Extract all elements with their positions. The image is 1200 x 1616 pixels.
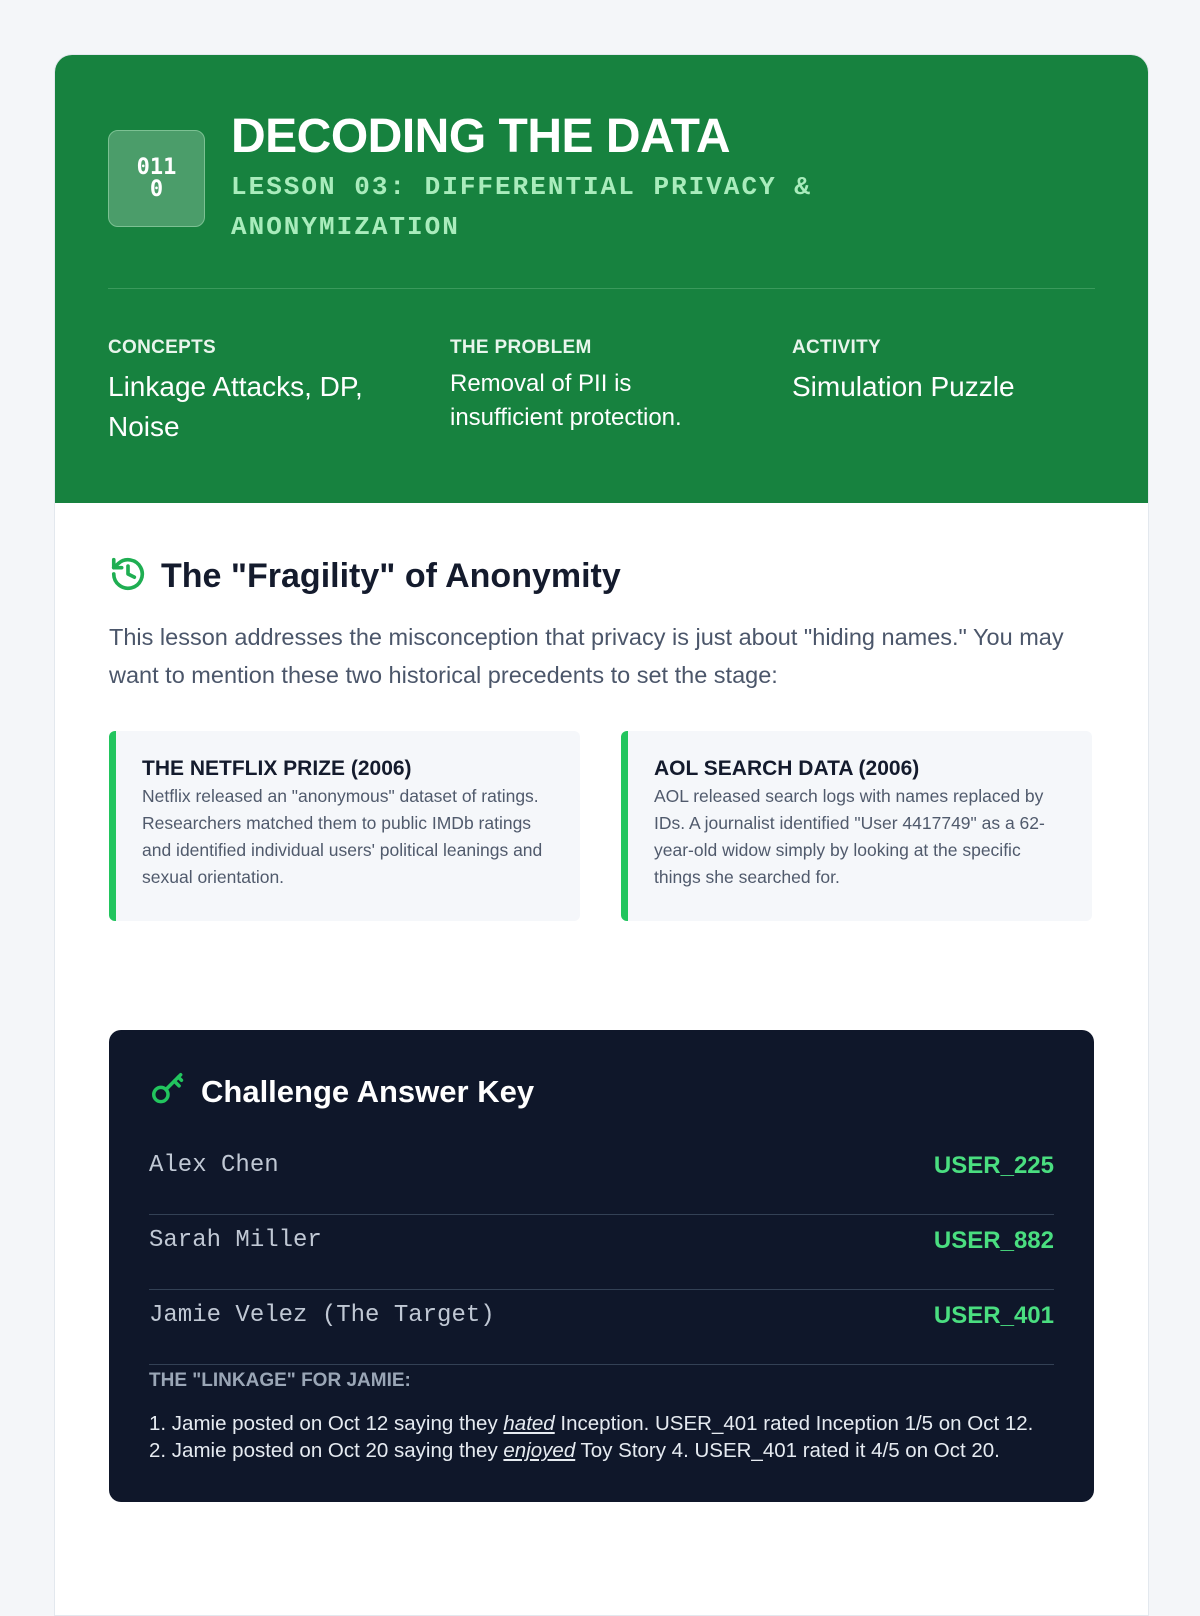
linkage-step	[149, 1438, 1000, 1464]
linkage-emphasis: enjoyed	[503, 1439, 576, 1462]
binary-logo-text: 0110	[136, 154, 177, 202]
person-name: Jamie Velez (The Target)	[149, 1302, 495, 1329]
header-divider	[108, 288, 1095, 289]
linkage-text: Toy Story 4. USER_401 rated it 4/5 on Oct 20.	[575, 1439, 1000, 1462]
lesson-card	[54, 54, 1149, 1616]
section-heading	[109, 555, 621, 598]
meta-concepts	[108, 337, 408, 447]
answer-key-panel	[109, 1030, 1094, 1502]
section-intro: This lesson addresses the misconception that privacy is just about "hiding names." You may want to mention these two historical precedents to set the stage:	[109, 624, 1064, 688]
lesson-header	[55, 55, 1148, 503]
linkage-step	[149, 1411, 1033, 1437]
section-title: The "Fragility" of Anonymity	[161, 557, 621, 595]
history-icon	[109, 555, 147, 598]
person-name: Alex Chen	[149, 1152, 279, 1179]
answer-key-title: Challenge Answer Key	[201, 1073, 535, 1109]
answer-row	[149, 1215, 1054, 1290]
lesson-subtitle: LESSON 03: DIFFERENTIAL PRIVACY & ANONYMIZATION	[231, 172, 812, 242]
user-id: USER_225	[933, 1152, 1054, 1179]
user-id: USER_401	[933, 1302, 1054, 1329]
binary-logo	[108, 130, 205, 227]
linkage-text: 1. Jamie posted on Oct 12 saying they	[149, 1412, 504, 1435]
user-id: USER_882	[933, 1227, 1054, 1254]
meta-value: Removal of PII is insufficient protection.	[450, 370, 682, 431]
case-body: Netflix released an "anonymous" dataset of ratings. Researchers matched them to public IMDb ratings and identified individual users' political leanings and sexual orientation.	[142, 786, 543, 887]
page-title: DECODING THE DATA	[231, 110, 731, 163]
case-card-netflix	[109, 731, 580, 921]
meta-value: Simulation Puzzle	[792, 371, 1015, 402]
person-name: Sarah Miller	[149, 1227, 322, 1254]
linkage-text: 2. Jamie posted on Oct 20 saying they	[149, 1439, 504, 1462]
linkage-text: Inception. USER_401 rated Inception 1/5 on Oct 12.	[554, 1412, 1034, 1435]
answer-row	[149, 1290, 1054, 1365]
meta-label: CONCEPTS	[108, 337, 216, 358]
answer-row	[149, 1140, 1054, 1215]
case-body: AOL released search logs with names replaced by IDs. A journalist identified "User 4417749" as a 62-year-old widow simply by looking at the specific things she searched for.	[654, 786, 1045, 887]
meta-label: ACTIVITY	[792, 337, 881, 358]
key-icon	[149, 1070, 187, 1113]
linkage-emphasis: hated	[503, 1412, 555, 1435]
case-title: THE NETFLIX PRIZE (2006)	[142, 757, 412, 780]
meta-activity	[792, 337, 1112, 407]
meta-label: THE PROBLEM	[450, 337, 592, 358]
case-title: AOL SEARCH DATA (2006)	[654, 757, 920, 780]
answer-key-heading	[149, 1070, 534, 1113]
meta-value: Linkage Attacks, DP, Noise	[108, 371, 363, 442]
linkage-label: THE "LINKAGE" FOR JAMIE:	[149, 1370, 411, 1391]
meta-problem	[450, 337, 730, 435]
case-card-aol	[621, 731, 1092, 921]
